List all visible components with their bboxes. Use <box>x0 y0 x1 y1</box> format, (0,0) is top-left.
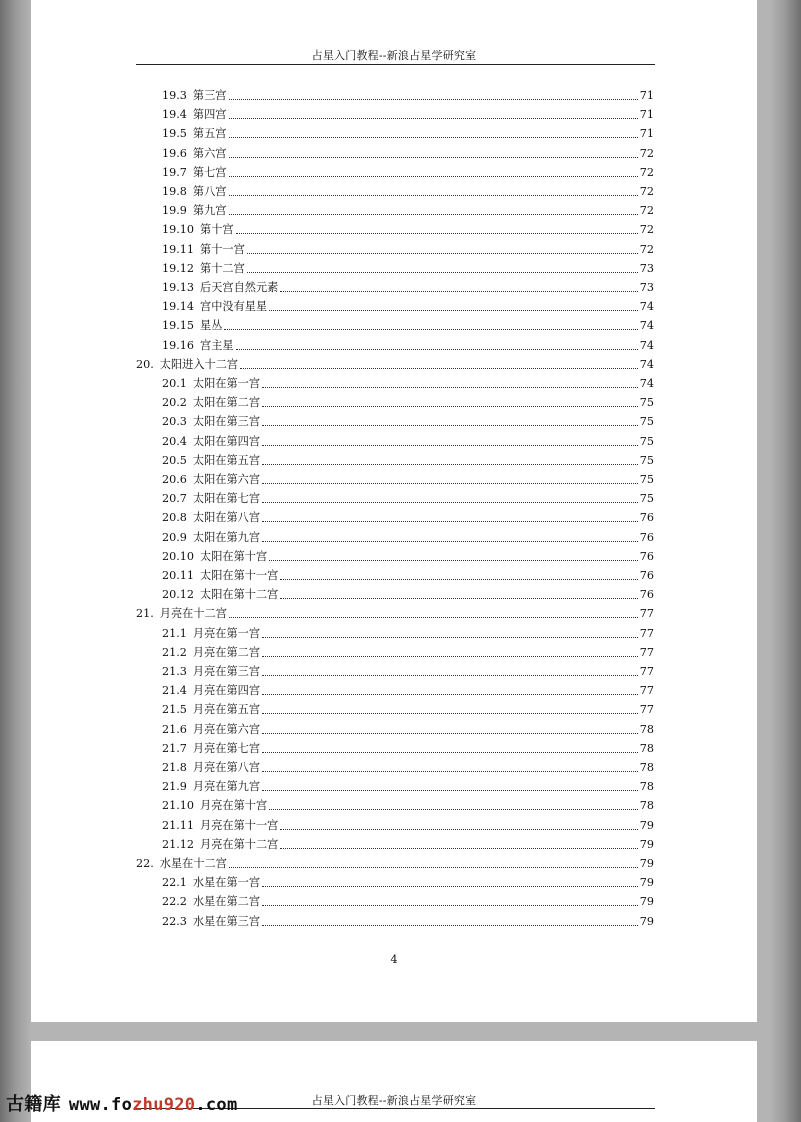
toc-entry[interactable] <box>162 409 654 428</box>
toc-entry-page: 78 <box>639 761 654 774</box>
toc-entry-page: 72 <box>639 242 654 256</box>
toc-entry-title: 太阳在第十二宫 <box>200 588 279 602</box>
toc-leader-dots <box>262 674 638 676</box>
toc-entry[interactable] <box>136 601 654 620</box>
toc-entry-page: 76 <box>639 549 654 563</box>
toc-leader-dots <box>229 136 638 138</box>
toc-entry-number: 21.12 <box>162 837 195 851</box>
running-header: 占星入门教程--新浪占星学研究室 <box>311 49 477 62</box>
toc-entry-page: 72 <box>639 185 654 198</box>
toc-leader-dots <box>262 424 638 426</box>
toc-entry-number: 19.10 <box>162 223 195 237</box>
toc-leader-dots <box>262 463 638 465</box>
toc-entry[interactable] <box>162 294 654 313</box>
toc-leader-dots <box>262 636 638 638</box>
toc-entry-page: 74 <box>639 300 654 314</box>
toc-entry-number: 20.12 <box>162 588 195 602</box>
toc-entry[interactable] <box>162 774 654 793</box>
toc-leader-dots <box>262 482 638 484</box>
toc-entry-number: 19.9 <box>162 204 187 218</box>
toc-entry[interactable] <box>162 659 654 678</box>
toc-entry-page: 75 <box>639 396 654 410</box>
toc-entry-page: 75 <box>639 434 654 448</box>
toc-entry[interactable] <box>162 755 654 774</box>
toc-entry-number: 19.5 <box>162 127 187 141</box>
toc-entry-page: 77 <box>639 665 654 678</box>
toc-entry-title: 第五宫 <box>192 127 227 141</box>
header-rule <box>136 64 655 65</box>
toc-entry-page: 78 <box>639 799 654 813</box>
toc-entry[interactable] <box>136 851 654 870</box>
toc-entry-page: 79 <box>639 914 654 928</box>
toc-leader-dots <box>269 559 638 561</box>
toc-entry-title: 太阳在第十宫 <box>200 549 268 563</box>
toc-entry-title: 星丛 <box>200 319 223 333</box>
toc-entry[interactable] <box>162 448 654 467</box>
toc-entry[interactable] <box>162 486 654 505</box>
toc-entry-title: 第十一宫 <box>200 242 245 256</box>
toc-entry[interactable] <box>162 525 654 544</box>
toc-entry-title: 月亮在第八宫 <box>192 761 261 774</box>
toc-entry-number: 19.8 <box>162 185 187 198</box>
next-page-running-header: 占星入门教程--新浪占星学研究室 <box>311 1094 477 1107</box>
toc-entry[interactable] <box>162 121 654 140</box>
toc-entry-page: 77 <box>639 684 654 698</box>
toc-entry-title: 宫中没有星星 <box>200 300 268 314</box>
toc-entry-page: 72 <box>639 146 654 160</box>
toc-entry-page: 71 <box>639 89 654 102</box>
toc-leader-dots <box>280 847 637 849</box>
toc-entry-page: 77 <box>639 607 654 621</box>
toc-entry-number: 19.15 <box>162 319 195 333</box>
watermark-url-suffix: .com <box>195 1095 238 1115</box>
toc-entry-title: 第八宫 <box>192 185 227 198</box>
toc-entry-number: 19.3 <box>162 89 187 102</box>
toc-entry[interactable] <box>136 352 654 371</box>
toc-entry-page: 79 <box>639 876 654 890</box>
toc-entry[interactable] <box>162 640 654 659</box>
document-page <box>31 0 757 1022</box>
toc-entry-page: 79 <box>639 837 654 851</box>
toc-entry-page: 76 <box>639 511 654 525</box>
toc-entry[interactable] <box>162 717 654 736</box>
toc-leader-dots <box>262 770 638 772</box>
toc-leader-dots <box>229 117 638 119</box>
toc-entry-number: 21.5 <box>162 703 187 717</box>
toc-entry-title: 月亮在第五宫 <box>192 703 261 717</box>
toc-leader-dots <box>280 578 637 580</box>
toc-entry[interactable] <box>162 870 654 889</box>
toc-leader-dots <box>262 751 638 753</box>
toc-entry-title: 太阳进入十二宫 <box>159 357 239 371</box>
toc-entry-page: 72 <box>639 165 654 179</box>
toc-entry[interactable] <box>162 582 654 601</box>
toc-entry[interactable] <box>162 256 654 275</box>
toc-leader-dots <box>262 655 638 657</box>
toc-entry-number: 21.11 <box>162 818 195 832</box>
toc-entry-title: 水星在第二宫 <box>192 895 261 909</box>
watermark-cn-text: 古籍库 <box>6 1094 61 1115</box>
toc-entry-page: 75 <box>639 473 654 486</box>
toc-entry-title: 水星在第一宫 <box>192 876 261 890</box>
site-watermark <box>6 1090 237 1116</box>
toc-leader-dots <box>262 732 638 734</box>
toc-entry-number: 22. <box>136 857 154 870</box>
toc-entry[interactable] <box>162 160 654 179</box>
toc-entry[interactable] <box>162 141 654 160</box>
watermark-url-highlight: zhu920 <box>132 1095 196 1115</box>
toc-entry-number: 19.16 <box>162 338 195 352</box>
toc-entry-title: 太阳在第四宫 <box>192 434 261 448</box>
toc-entry-number: 21.2 <box>162 645 187 659</box>
toc-entry-title: 第七宫 <box>192 165 227 179</box>
toc-entry[interactable] <box>162 179 654 198</box>
toc-entry[interactable] <box>162 889 654 908</box>
toc-entry-number: 21. <box>136 607 154 621</box>
toc-entry[interactable] <box>162 467 654 486</box>
toc-entry-page: 76 <box>639 588 654 602</box>
toc-entry-number: 19.6 <box>162 146 187 160</box>
toc-entry-number: 21.9 <box>162 780 187 794</box>
toc-entry-title: 宫主星 <box>200 338 234 352</box>
toc-entry-page: 79 <box>639 857 654 870</box>
toc-entry-title: 月亮在十二宫 <box>159 607 227 621</box>
toc-entry-title: 月亮在第十一宫 <box>200 818 279 832</box>
toc-entry-page: 79 <box>639 818 654 832</box>
toc-entry-number: 19.13 <box>162 281 195 294</box>
toc-entry-title: 太阳在第六宫 <box>192 473 261 486</box>
toc-entry[interactable] <box>162 83 654 102</box>
toc-leader-dots <box>262 693 638 695</box>
toc-entry-title: 月亮在第六宫 <box>192 722 261 736</box>
toc-entry-number: 20. <box>136 357 154 371</box>
toc-entry-title: 月亮在第十二宫 <box>200 837 279 851</box>
toc-entry-number: 20.3 <box>162 415 187 429</box>
toc-entry-number: 21.7 <box>162 741 187 755</box>
toc-leader-dots <box>262 540 638 542</box>
toc-entry-number: 21.4 <box>162 684 187 698</box>
toc-entry-page: 73 <box>639 261 654 275</box>
toc-entry-title: 第十宫 <box>200 223 234 237</box>
toc-entry-title: 后天宫自然元素 <box>200 281 279 294</box>
page-number: 4 <box>390 953 398 966</box>
watermark-url-prefix: www.fo <box>68 1095 133 1115</box>
toc-entry-title: 第十二宫 <box>200 261 245 275</box>
toc-entry[interactable] <box>162 429 654 448</box>
toc-leader-dots <box>229 156 638 158</box>
toc-leader-dots <box>280 597 637 599</box>
toc-entry-number: 20.1 <box>162 377 187 390</box>
toc-entry[interactable] <box>162 390 654 409</box>
toc-entry[interactable] <box>162 793 654 812</box>
toc-entry[interactable] <box>162 813 654 832</box>
toc-entry-page: 78 <box>639 741 654 755</box>
toc-leader-dots <box>280 290 637 292</box>
toc-entry-number: 22.1 <box>162 876 187 890</box>
toc-entry-title: 水星在十二宫 <box>159 857 227 870</box>
toc-leader-dots <box>240 367 638 369</box>
toc-leader-dots <box>262 789 638 791</box>
toc-entry-title: 水星在第三宫 <box>192 914 261 928</box>
toc-leader-dots <box>262 405 638 407</box>
toc-leader-dots <box>236 232 638 234</box>
toc-entry-title: 第四宫 <box>192 108 227 122</box>
toc-entry-number: 20.2 <box>162 396 187 410</box>
toc-entry-page: 76 <box>639 569 654 582</box>
toc-entry-number: 19.14 <box>162 300 195 314</box>
toc-leader-dots <box>247 271 638 273</box>
toc-entry-title: 月亮在第九宫 <box>192 780 261 794</box>
toc-leader-dots <box>229 616 638 618</box>
toc-entry-number: 21.6 <box>162 722 187 736</box>
toc-entry-number: 20.10 <box>162 549 195 563</box>
toc-entry[interactable] <box>162 102 654 121</box>
toc-entry-number: 19.11 <box>162 242 195 256</box>
toc-leader-dots <box>262 712 638 714</box>
toc-entry[interactable] <box>162 678 654 697</box>
toc-entry-page: 78 <box>639 722 654 736</box>
toc-entry[interactable] <box>162 563 654 582</box>
toc-entry-title: 太阳在第十一宫 <box>200 569 279 582</box>
toc-entry-number: 21.10 <box>162 799 195 813</box>
toc-entry-number: 19.12 <box>162 261 195 275</box>
toc-leader-dots <box>269 808 638 810</box>
toc-leader-dots <box>229 175 638 177</box>
toc-entry[interactable] <box>162 505 654 524</box>
toc-entry[interactable] <box>162 736 654 755</box>
toc-entry-page: 75 <box>639 453 654 467</box>
toc-leader-dots <box>224 328 637 330</box>
toc-leader-dots <box>229 866 638 868</box>
toc-leader-dots <box>262 444 638 446</box>
toc-leader-dots <box>229 213 638 215</box>
toc-entry-page: 78 <box>639 780 654 794</box>
toc-entry-number: 22.2 <box>162 895 187 909</box>
toc-leader-dots <box>280 828 637 830</box>
toc-entry-page: 73 <box>639 281 654 294</box>
toc-entry-title: 月亮在第三宫 <box>192 665 261 678</box>
toc-entry-title: 太阳在第一宫 <box>192 377 261 390</box>
toc-entry-title: 太阳在第七宫 <box>192 492 261 506</box>
toc-entry[interactable] <box>162 237 654 256</box>
toc-entry-page: 71 <box>639 108 654 122</box>
toc-entry-page: 79 <box>639 895 654 909</box>
toc-entry-page: 74 <box>639 338 654 352</box>
toc-entry-title: 第六宫 <box>192 146 227 160</box>
toc-entry-title: 月亮在第一宫 <box>192 626 261 640</box>
toc-entry[interactable] <box>162 275 654 294</box>
toc-entry-number: 19.4 <box>162 108 187 122</box>
toc-leader-dots <box>262 386 638 388</box>
toc-entry-title: 太阳在第三宫 <box>192 415 261 429</box>
toc-entry-page: 74 <box>639 377 654 390</box>
toc-entry-title: 太阳在第五宫 <box>192 453 261 467</box>
toc-entry-title: 第九宫 <box>192 204 227 218</box>
toc-entry-number: 20.8 <box>162 511 187 525</box>
toc-entry-number: 20.6 <box>162 473 187 486</box>
toc-leader-dots <box>236 348 638 350</box>
toc-entry-title: 太阳在第二宫 <box>192 396 261 410</box>
toc-entry[interactable] <box>162 198 654 217</box>
toc-entry-title: 月亮在第二宫 <box>192 645 261 659</box>
toc-leader-dots <box>262 885 638 887</box>
toc-leader-dots <box>262 924 638 926</box>
toc-leader-dots <box>262 501 638 503</box>
toc-entry-page: 76 <box>639 530 654 544</box>
toc-entry-number: 19.7 <box>162 165 187 179</box>
toc-entry-title: 太阳在第九宫 <box>192 530 261 544</box>
toc-entry-page: 74 <box>639 319 654 333</box>
toc-entry-page: 77 <box>639 703 654 717</box>
toc-entry-number: 20.7 <box>162 492 187 506</box>
toc-leader-dots <box>229 98 638 100</box>
toc-entry[interactable] <box>162 313 654 332</box>
toc-entry[interactable] <box>162 909 654 928</box>
toc-entry-number: 20.11 <box>162 569 195 582</box>
toc-entry-number: 21.3 <box>162 665 187 678</box>
toc-entry[interactable] <box>162 217 654 236</box>
toc-leader-dots <box>262 520 638 522</box>
toc-entry[interactable] <box>162 333 654 352</box>
toc-entry-number: 20.9 <box>162 530 187 544</box>
toc-entry[interactable] <box>162 544 654 563</box>
toc-entry-page: 75 <box>639 415 654 429</box>
toc-entry-page: 72 <box>639 223 654 237</box>
toc-entry-page: 75 <box>639 492 654 506</box>
toc-entry-title: 第三宫 <box>192 89 227 102</box>
toc-entry-number: 20.5 <box>162 453 187 467</box>
toc-entry-page: 77 <box>639 626 654 640</box>
toc-entry-title: 月亮在第十宫 <box>200 799 268 813</box>
toc-entry[interactable] <box>162 832 654 851</box>
toc-leader-dots <box>269 309 638 311</box>
toc-entry-page: 74 <box>639 357 654 371</box>
toc-entry-page: 77 <box>639 645 654 659</box>
toc-entry[interactable] <box>162 697 654 716</box>
toc-entry-title: 月亮在第七宫 <box>192 741 261 755</box>
toc-entry-number: 20.4 <box>162 434 187 448</box>
toc-entry-number: 21.8 <box>162 761 187 774</box>
toc-entry[interactable] <box>162 371 654 390</box>
toc-entry-title: 月亮在第四宫 <box>192 684 261 698</box>
toc-entry-page: 72 <box>639 204 654 218</box>
toc-entry-title: 太阳在第八宫 <box>192 511 261 525</box>
toc-entry-number: 22.3 <box>162 914 187 928</box>
toc-entry-number: 21.1 <box>162 626 187 640</box>
toc-entry[interactable] <box>162 621 654 640</box>
toc-leader-dots <box>247 252 638 254</box>
toc-leader-dots <box>229 194 638 196</box>
toc-leader-dots <box>262 904 638 906</box>
toc-entry-page: 71 <box>639 127 654 141</box>
